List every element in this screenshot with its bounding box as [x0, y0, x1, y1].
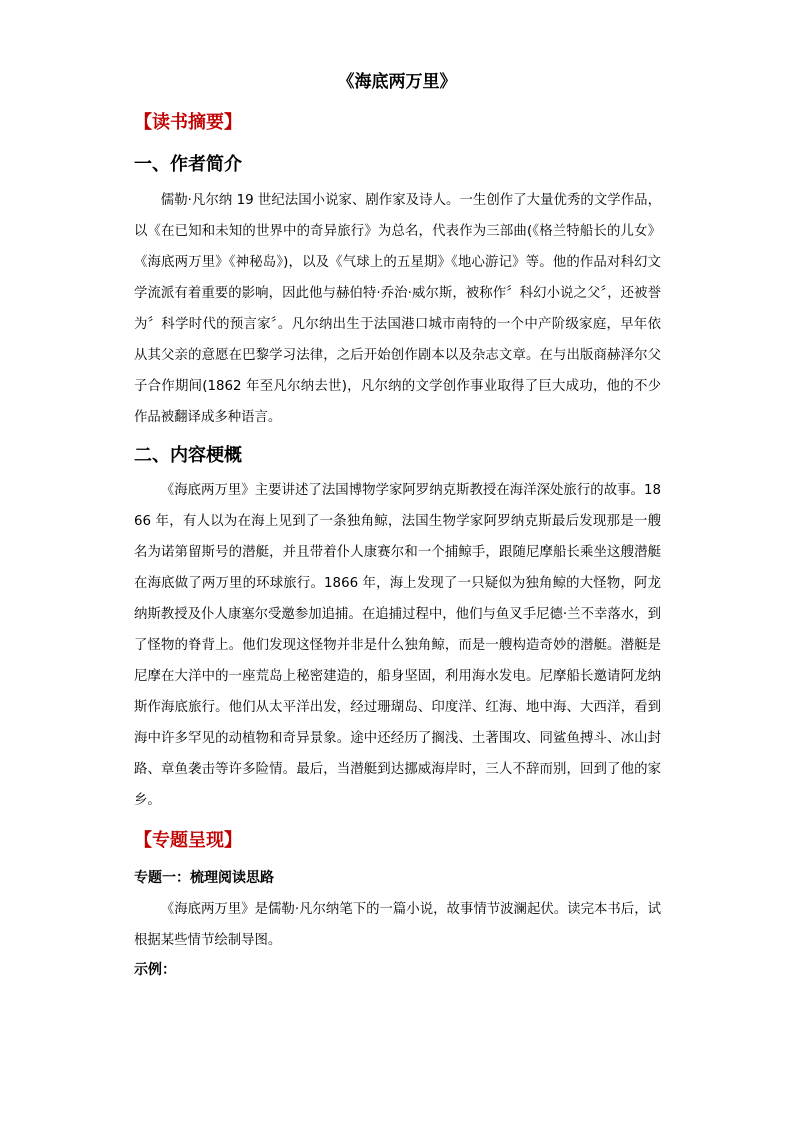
- content-summary-heading: 二、内容梗概: [134, 445, 242, 466]
- topic-presentation-heading: 【专题呈现】: [134, 830, 242, 851]
- author-intro-heading: 一、作者简介: [134, 154, 242, 175]
- topic-one-paragraph: 《海底两万里》是儒勒·凡尔纳笔下的一篇小说，故事情节波澜起伏。读完本书后，试根据某些情节绘制导图。: [134, 902, 661, 948]
- topic-one-label: 专题一：梳理阅读思路: [134, 870, 274, 886]
- reading-summary-heading: 【读书摘要】: [134, 112, 242, 133]
- example-label: 示例：: [134, 962, 176, 978]
- document-title: 《海底两万里》: [337, 72, 457, 92]
- content-summary-paragraph: 《海底两万里》主要讲述了法国博物学家阿罗纳克斯教授在海洋深处旅行的故事。1866 年，有人以为在海上见到了一条独角鲸，法国生物学家阿罗纳克斯最后发现那是一艘名为诺第留斯号的潜艇，并且带着仆人康赛尔和一个捕鲸手，跟随尼摩船长乘坐这艘潜艇在海底做了两万里的环球旅行。1866 年，海上发现了一只疑似为独角鲸的大怪物，阿龙纳斯教授及仆人康塞尔受邀参加追捕。在追捕过程中，他们与鱼叉手尼德·兰不幸落水，到了怪物的脊背上。他们发现这怪物并非是什么独角鲸，而是一艘构造奇妙的潜艇。潜艇是尼摩在大洋中的一座荒岛上秘密建造的，船身坚固，利用海水发电。尼摩船长邀请阿龙纳斯作海底旅行。他们从太平洋出发，经过珊瑚岛、印度洋、红海、地中海、大西洋，看到海中许多罕见的动植物和奇异景象。途中还经历了搁浅、土著围攻、同鲨鱼搏斗、冰山封路、章鱼袭击等许多险情。最后，当潜艇到达挪威海岸时，三人不辞而别，回到了他的家乡。: [134, 483, 661, 808]
- author-intro-paragraph: 儒勒·凡尔纳 19 世纪法国小说家、剧作家及诗人。一生创作了大量优秀的文学作品，以《在已知和未知的世界中的奇异旅行》为总名，代表作为三部曲(《格兰特船长的儿女》《海底两万里》《神秘岛》)，以及《气球上的五星期》《地心游记》等。他的作品对科幻文学流派有着重要的影响，因此他与赫伯特·乔治·威尔斯，被称作〞科幻小说之父〞，还被誉为〞科学时代的预言家〞。凡尔纳出生于法国港口城市南特的一个中产阶级家庭，早年依从其父亲的意愿在巴黎学习法律，之后开始创作剧本以及杂志文章。在与出版商赫泽尔父子合作期间(1862 年至凡尔纳去世)，凡尔纳的文学创作事业取得了巨大成功，他的不少作品被翻译成多种语言。: [134, 193, 661, 425]
